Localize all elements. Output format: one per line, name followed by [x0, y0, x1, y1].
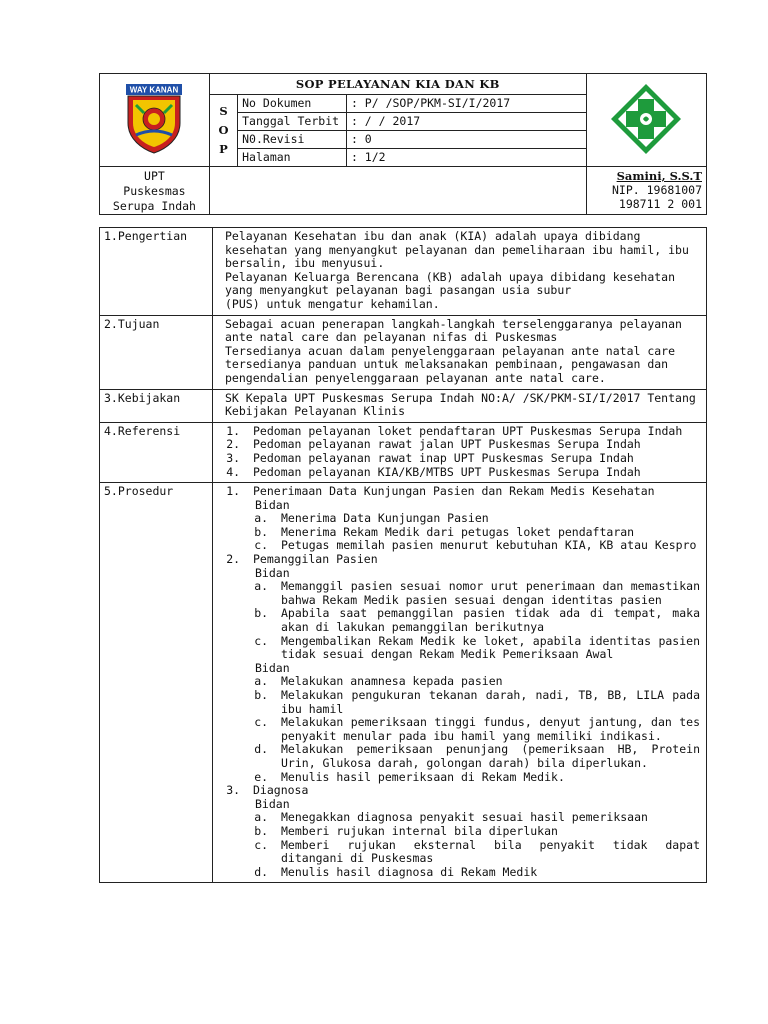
- issue-date-value: : / / 2017: [346, 113, 586, 131]
- section-label-referensi: 4.Referensi: [100, 422, 213, 482]
- referensi-item: 2. Pedoman pelayanan rawat jalan UPT Puskesmas Serupa Indah: [247, 438, 700, 452]
- section-content-kebijakan: [213, 389, 707, 422]
- step-2-item: a. Memanggil pasien sesuai nomor urut penerimaan dan memastikan bahwa Rekam Medik pasien sesuai dengan identitas pasien: [275, 580, 700, 607]
- section-label-pengertian: 1.Pengertian: [100, 228, 213, 316]
- doc-number-value: : P/ /SOP/PKM-SI/I/2017: [346, 95, 586, 113]
- step-2-items-2: [253, 675, 700, 784]
- section-label-kebijakan: 3.Kebijakan: [100, 389, 213, 422]
- sop-vertical-label: [209, 95, 237, 167]
- step-3-items: [253, 811, 700, 879]
- step-1-item: a. Menerima Data Kunjungan Pasien: [275, 512, 700, 526]
- step-1-item: b. Menerima Rekam Medik dari petugas loket pendaftaran: [275, 526, 700, 540]
- signer-nip-1: NIP. 19681007: [611, 183, 702, 197]
- document-title: SOP PELAYANAN KIA DAN KB: [209, 74, 586, 95]
- step-2b-item: e. Menulis hasil pemeriksaan di Rekam Medik.: [275, 771, 700, 785]
- prosedur-step-1: [247, 485, 700, 553]
- step-2b-item: b. Melakukan pengukuran tekanan darah, nadi, TB, BB, LILA pada ibu hamil: [275, 689, 700, 716]
- section-content-tujuan: [213, 315, 707, 389]
- step-2b-item: c. Melakukan pemeriksaan tinggi fundus, denyut jantung, dan tes penyakit menular pada ibu hamil yang memiliki indikasi.: [275, 716, 700, 743]
- section-label-prosedur: 5.Prosedur: [100, 483, 213, 883]
- step-2-title: 2. Pemanggilan Pasien: [253, 552, 378, 567]
- step-1-title: 1. Penerimaan Data Kunjungan Pasien dan Rekam Medis Kesehatan: [253, 484, 655, 499]
- step-2-items: [253, 580, 700, 662]
- revision-value: : 0: [346, 131, 586, 149]
- sop-letter-o: O: [218, 123, 229, 137]
- unit-line-3: Serupa Indah: [112, 199, 196, 213]
- step-3-title: 3. Diagnosa: [253, 783, 309, 798]
- step-1-role: Bidan: [255, 497, 290, 512]
- page-label: Halaman: [238, 149, 347, 167]
- step-3-item: c. Memberi rujukan eksternal bila penyakit tidak dapat ditangani di Puskesmas: [275, 839, 700, 866]
- pengertian-line: Pelayanan Kesehatan ibu dan anak (KIA) adalah upaya dibidang kesehatan yang menyangkut pelayanan dan pemeliharaan ibu hamil, ibu bersalin, ibu menyusui.: [225, 229, 689, 271]
- section-content-referensi: [213, 422, 707, 482]
- revision-label: N0.Revisi: [238, 131, 347, 149]
- doc-number-label: No Dokumen: [238, 95, 347, 113]
- step-3-item: a. Menegakkan diagnosa penyakit sesuai hasil pemeriksaan: [275, 811, 700, 825]
- step-3-role: Bidan: [255, 796, 290, 811]
- pengertian-line: Pelayanan Keluarga Berencana (KB) adalah upaya dibidang kesehatan: [225, 269, 676, 284]
- sop-letter-s: S: [219, 104, 228, 118]
- step-2-item: c. Mengembalikan Rekam Medik ke loket, apabila identitas pasien tidak sesuai dengan Rekam Medik Pemeriksaan Awal: [275, 635, 700, 662]
- signer-name: Samini, S.S.T: [616, 169, 702, 183]
- step-1-items: [253, 512, 700, 553]
- page-value: : 1/2: [346, 149, 586, 167]
- sop-content-table: [99, 227, 707, 883]
- section-content-prosedur: [213, 483, 707, 883]
- step-3-item: d. Menulis hasil diagnosa di Rekam Medik: [275, 866, 700, 880]
- way-kanan-crest-icon: [122, 83, 186, 155]
- right-logo-cell: [586, 74, 706, 167]
- prosedur-step-2: [247, 553, 700, 784]
- referensi-item: 4. Pedoman pelayanan KIA/KB/MTBS UPT Puskesmas Serupa Indah: [247, 466, 700, 480]
- unit-name-cell: [100, 167, 210, 215]
- step-2-role: Bidan: [255, 565, 290, 580]
- pengertian-line: yang menyangkut pelayanan bagi pasangan usia subur: [225, 283, 572, 298]
- referensi-item: 1. Pedoman pelayanan loket pendaftaran UPT Puskesmas Serupa Indah: [247, 425, 700, 439]
- left-logo-cell: [100, 74, 210, 167]
- step-3-item: b. Memberi rujukan internal bila diperlukan: [275, 825, 700, 839]
- puskesmas-logo-icon: [608, 81, 684, 157]
- sop-header-table: [99, 73, 707, 215]
- issue-date-label: Tanggal Terbit: [238, 113, 347, 131]
- signer-cell: [586, 167, 706, 215]
- step-2-item: b. Apabila saat pemanggilan pasien tidak ada di tempat, maka akan di lakukan pemanggilan berikutnya: [275, 607, 700, 634]
- prosedur-steps: [225, 485, 700, 879]
- tujuan-line: Tersedianya acuan dalam penyelenggaraan pelayanan ante natal care: [225, 343, 676, 358]
- crest-banner-text: WAY KANAN: [130, 85, 179, 94]
- section-label-tujuan: 2.Tujuan: [100, 315, 213, 389]
- step-1-item: c. Petugas memilah pasien menurut kebutuhan KIA, KB atau Kespro: [275, 539, 700, 553]
- blank-cell: [209, 167, 586, 215]
- tujuan-line: tersedianya panduan untuk melaksanakan pembinaan, pengawasan dan pengendalian penyelenggaraan pelayanan ante natal care.: [225, 357, 669, 385]
- signer-nip-2: 198711 2 001: [618, 197, 702, 211]
- referensi-item: 3. Pedoman pelayanan rawat inap UPT Puskesmas Serupa Indah: [247, 452, 700, 466]
- step-2b-item: a. Melakukan anamnesa kepada pasien: [275, 675, 700, 689]
- section-content-pengertian: [213, 228, 707, 316]
- prosedur-step-3: [247, 784, 700, 879]
- sop-letter-p: P: [219, 142, 228, 156]
- unit-line-1: UPT: [144, 169, 165, 183]
- referensi-list: [225, 425, 700, 479]
- step-2-role-2: Bidan: [255, 660, 290, 675]
- tujuan-line: Sebagai acuan penerapan langkah-langkah terselenggaranya pelayanan ante natal care dan pelayanan nifas di Puskesmas: [225, 316, 682, 345]
- step-2b-item: d. Melakukan pemeriksaan penunjang (pemeriksaan HB, Protein Urin, Glukosa darah, golongan darah) bila diperlukan.: [275, 743, 700, 770]
- kebijakan-text: SK Kepala UPT Puskesmas Serupa Indah NO:A/ /SK/PKM-SI/I/2017 Tentang Kebijakan Pelayanan Klinis: [225, 390, 696, 419]
- unit-line-2: Puskesmas: [123, 184, 186, 198]
- pengertian-line: (PUS) untuk mengatur kehamilan.: [225, 296, 440, 311]
